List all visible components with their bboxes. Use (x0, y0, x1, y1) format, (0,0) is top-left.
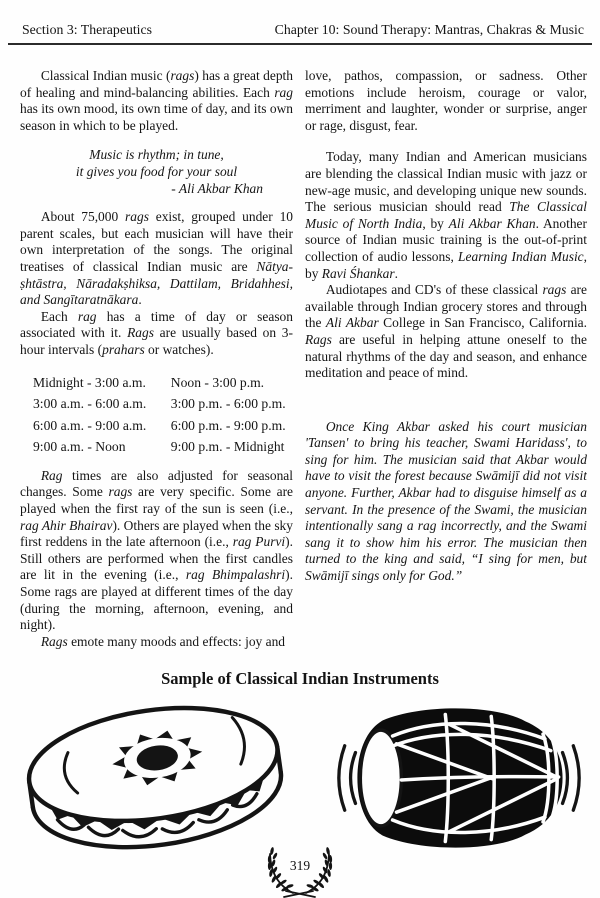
header-rule (8, 43, 592, 45)
paragraph: About 75,000 rags exist, grouped under 10 parent scales, but each musician will have their own interpretation of the songs. The original treatises of classical Indian music are Nātya-ṣhtāstra, Nāradakṣhiksa, Dattilam, Bridahhesi, and Sangītaratnākara. (20, 209, 294, 308)
quote-line: it gives you food for your soul (75, 163, 238, 179)
page-header (22, 22, 584, 38)
paragraph: Classical Indian music (rags) has a great depth of healing and mind-balancing abilities. Each rag has its own mood, its own time of day, and its own season in which to be played. (20, 68, 294, 133)
table-row (33, 372, 293, 394)
header-chapter-title: Chapter 10: Sound Therapy: Mantras, Chakras & Music (274, 22, 584, 37)
rag-times-table (33, 372, 293, 458)
page-number-wreath (259, 838, 341, 898)
frame-drum-illustration (18, 702, 294, 862)
time-cell: 9:00 p.m. - Midnight (170, 439, 285, 455)
paragraph: Today, many Indian and American musicians are blending the classical Indian music with jazz or new-age music, and developing unique new sounds. The serious musician should read The Classical Music of North India, by Ali Akbar Khan. Another source of Indian music training is the out-of-print collection of audio lessons, Learning Indian Music, by Ravi Śhankar. (305, 149, 587, 281)
time-cell: 9:00 a.m. - Noon (33, 439, 126, 455)
story-paragraph: Once King Akbar asked his court musician 'Tansen' to bring his teacher, Swami Haridass', to sing for him. The musician said that Akbar would have to visit the forest because Swāmijī did not visit anyone. Further, Akbar had to disguise himself as a servant. In the presence of the Swami, the musician intentionally sang a rag incorrectly, and the Swami sang it to show him his error. The musician then turned to the king and said, “I sing for men, but Swāmijī sings only for God.” (305, 418, 587, 584)
quote-line: Music is rhythm; in tune, (89, 147, 224, 163)
paragraph: Audiotapes and CD's of these classical rags are available through Indian grocery stores and through the Ali Akbar College in San Francisco, California. Rags are useful in helping attune oneself to the natural rhythms of the day and season, and enhance meditation and peace of mind. (305, 282, 587, 381)
left-column (20, 68, 293, 674)
right-column (305, 68, 587, 674)
dholak-drum-illustration (332, 694, 586, 862)
time-cell: 6:00 a.m. - 9:00 a.m. (33, 417, 147, 433)
paragraph: Rag times are also adjusted for seasonal changes. Some rags are very specific. Some are played when the first ray of the sun is seen (i.e., rag Ahir Bhairav). Others are played when the sky first reddens in the late afternoon (i.e., rag Purvi). Still others are performed when the first candles are lit in the evening (i.e., rag Bhimpalashri). Some rags are played at different times of the day (during the morning, afternoon, evening, and night). (20, 467, 294, 633)
time-cell: 3:00 p.m. - 6:00 p.m. (170, 396, 286, 412)
header-section-title: Section 3: Therapeutics (22, 22, 153, 37)
paragraph: Rags emote many moods and effects: joy and (40, 633, 286, 649)
two-column-text (20, 68, 587, 674)
time-cell: 3:00 a.m. - 6:00 a.m. (33, 396, 147, 412)
quote-attribution: - Ali Akbar Khan (171, 180, 263, 196)
laurel-wreath-icon (259, 838, 341, 898)
time-cell: Midnight - 3:00 a.m. (33, 374, 146, 390)
time-cell: 6:00 p.m. - 9:00 p.m. (170, 417, 286, 433)
time-cell: Noon - 3:00 p.m. (170, 374, 265, 390)
paragraph: love, pathos, compassion, or sadness. Other emotions include heroism, courage or valor, merriment and laughter, wonder or surprise, anger or rage, disgust, fear. (305, 68, 587, 133)
quote-block (20, 147, 293, 197)
page-number: 319 (289, 858, 311, 873)
figure-heading: Sample of Classical Indian Instruments (161, 669, 439, 688)
table-row (33, 393, 293, 415)
paragraph: Each rag has a time of day or season associated with it. Rags are usually based on 3-hour intervals (prahars or watches). (20, 308, 293, 357)
table-row (33, 415, 293, 437)
table-row (33, 436, 293, 458)
